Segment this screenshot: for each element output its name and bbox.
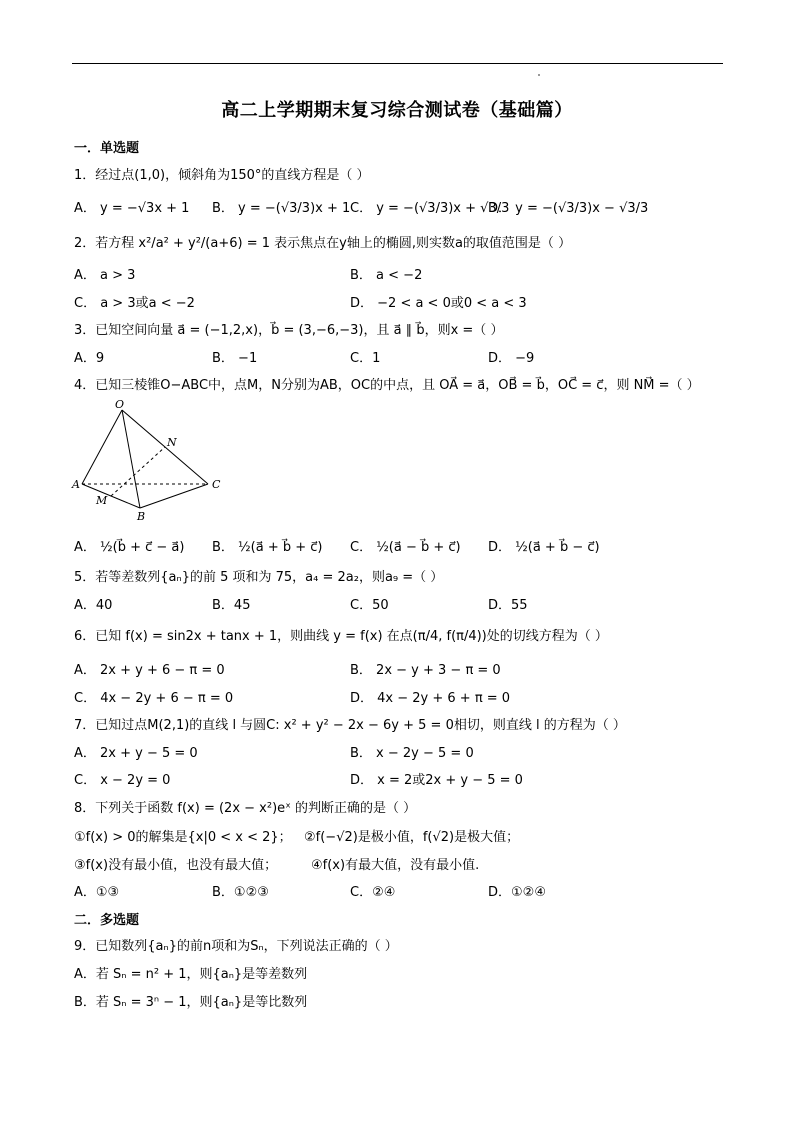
q7-option-c[interactable]: C． x − 2y = 0: [74, 773, 171, 788]
q4-option-b[interactable]: B． ½(a⃗ + b⃗ + c⃗): [212, 540, 323, 555]
q7-option-d[interactable]: D． x = 2或2x + y − 5 = 0: [350, 773, 523, 788]
q5-option-b[interactable]: B．45: [212, 598, 251, 613]
q2-option-b[interactable]: B． a < −2: [350, 268, 423, 283]
tetrahedron-figure: [70, 396, 240, 526]
q1-option-a[interactable]: A． y = −√3x + 1: [74, 201, 190, 216]
q3-option-a[interactable]: A．9: [74, 351, 105, 366]
q5-option-a[interactable]: A．40: [74, 598, 113, 613]
label-O: O: [115, 398, 125, 411]
q9-stem: 9．已知数列{aₙ}的前n项和为Sₙ，下列说法正确的（ ）: [74, 939, 398, 954]
q2-option-a[interactable]: A． a > 3: [74, 268, 136, 283]
q6-option-a[interactable]: A． 2x + y + 6 − π = 0: [74, 663, 225, 678]
q2-option-c[interactable]: C． a > 3或a < −2: [74, 296, 195, 311]
q3-option-c[interactable]: C．1: [350, 351, 381, 366]
section-multi-choice: 二．多选题: [74, 913, 140, 928]
q6-option-b[interactable]: B． 2x − y + 3 − π = 0: [350, 663, 501, 678]
header-rule: [72, 63, 723, 64]
q8-option-c[interactable]: C．②④: [350, 885, 396, 900]
q1-option-b[interactable]: B． y = −(√3/3)x + 1: [212, 201, 351, 216]
label-B: B: [137, 510, 146, 523]
q3-option-d[interactable]: D． −9: [488, 351, 535, 366]
q6-option-d[interactable]: D． 4x − 2y + 6 + π = 0: [350, 691, 511, 706]
q7-option-b[interactable]: B． x − 2y − 5 = 0: [350, 746, 474, 761]
q8-statement-1: ①f(x) > 0的解集是{x|0 < x < 2}；: [74, 830, 292, 845]
q3-option-b[interactable]: B． −1: [212, 351, 258, 366]
q8-option-d[interactable]: D．①②④: [488, 885, 546, 900]
q5-option-c[interactable]: C．50: [350, 598, 389, 613]
q8-statement-4: ④f(x)有最大值，没有最小值.: [311, 858, 480, 873]
q2-option-d[interactable]: D． −2 < a < 0或0 < a < 3: [350, 296, 527, 311]
section-single-choice: 一．单选题: [74, 141, 140, 156]
q5-option-d[interactable]: D．55: [488, 598, 528, 613]
q2-stem: 2．若方程 x²/a² + y²/(a+6) = 1 表示焦点在y轴上的椭圆,则实数a的取值范围是（ ）: [74, 236, 572, 251]
q7-option-a[interactable]: A． 2x + y − 5 = 0: [74, 746, 198, 761]
page-title: 高二上学期期末复习综合测试卷（基础篇）: [221, 100, 573, 121]
q8-statement-3: ③f(x)没有最小值，也没有最大值；: [74, 858, 278, 873]
q6-option-c[interactable]: C． 4x − 2y + 6 − π = 0: [74, 691, 234, 706]
q6-stem: 6．已知 f(x) = sin2x + tanx + 1，则曲线 y = f(x) 在点(π/4, f(π/4))处的切线方程为（ ）: [74, 629, 608, 644]
q4-option-c[interactable]: C． ½(a⃗ − b⃗ + c⃗): [350, 540, 461, 555]
q1-option-c[interactable]: C． y = −(√3/3)x + √3/3: [350, 201, 510, 216]
label-A: A: [72, 478, 80, 491]
q9-option-b[interactable]: B．若 Sₙ = 3ⁿ − 1，则{aₙ}是等比数列: [74, 995, 308, 1010]
q3-stem: 3．已知空间向量 a⃗ = (−1,2,x)，b⃗ = (3,−6,−3)，且 a⃗ ∥ b⃗，则x =（ ）: [74, 323, 504, 338]
q5-stem: 5．若等差数列{aₙ}的前 5 项和为 75，a₄ = 2a₂，则a₉ =（ ）: [74, 570, 444, 585]
q8-option-b[interactable]: B．①②③: [212, 885, 269, 900]
label-M: M: [96, 494, 108, 507]
q9-option-a[interactable]: A．若 Sₙ = n² + 1，则{aₙ}是等差数列: [74, 967, 308, 982]
scan-dot: [538, 74, 540, 76]
q8-statement-2: ②f(−√2)是极小值，f(√2)是极大值；: [304, 830, 520, 845]
q4-option-a[interactable]: A． ½(b⃗ + c⃗ − a⃗): [74, 540, 185, 555]
q8-option-a[interactable]: A．①③: [74, 885, 120, 900]
q8-stem: 8．下列关于函数 f(x) = (2x − x²)eˣ 的判断正确的是（ ）: [74, 801, 417, 816]
q1-option-d[interactable]: D． y = −(√3/3)x − √3/3: [488, 201, 649, 216]
q1-stem: 1．经过点(1,0)，倾斜角为150°的直线方程是（ ）: [74, 168, 370, 183]
label-N: N: [167, 436, 177, 449]
label-C: C: [212, 478, 221, 491]
q4-stem: 4．已知三棱锥O−ABC中，点M，N分别为AB，OC的中点，且 OA⃗ = a⃗，OB⃗ = b⃗，OC⃗ = c⃗，则 NM⃗ =（ ）: [74, 378, 700, 393]
q7-stem: 7．已知过点M(2,1)的直线 l 与圆C: x² + y² − 2x − 6y + 5 = 0相切，则直线 l 的方程为（ ）: [74, 718, 626, 733]
q4-option-d[interactable]: D． ½(a⃗ + b⃗ − c⃗): [488, 540, 600, 555]
